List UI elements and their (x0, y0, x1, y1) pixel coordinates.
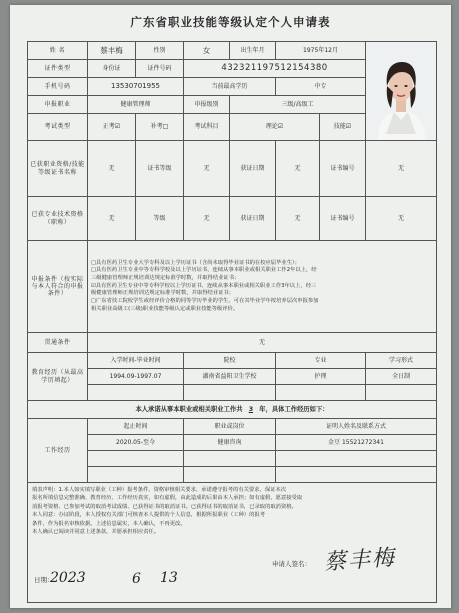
work-empty-cell (88, 451, 184, 467)
declaration-line: 报名所填信息完整准确、教育经历、工作经历真实，如有虚假，由此造成的后果由本人承担；如有虚假，愿意接受取 (32, 495, 303, 502)
edu-period-header: 入学时间-毕业时间 (88, 353, 184, 369)
issue-date-value: 无 (276, 141, 320, 197)
level-label: 申报级别 (184, 96, 230, 114)
application-form (10, 5, 451, 608)
qualifying-label: 贯通条件 (28, 333, 88, 353)
school-value: 湖南省益阳卫生学校 (184, 369, 276, 385)
title-cert-no-value: 无 (366, 197, 437, 241)
exam-subject-label: 考试科目 (184, 114, 230, 141)
cert-level-value: 无 (184, 141, 230, 197)
work-empty-cell (276, 451, 437, 467)
held-title-label: 已获专业技术资格（职称） (28, 197, 88, 241)
level-value: 三级/高级工 (230, 96, 366, 114)
work-history-label: 工作经历 (28, 419, 88, 483)
declaration-cell (28, 483, 437, 603)
education-value: 中专 (276, 78, 366, 96)
cert-level-label: 证书等级 (136, 141, 184, 197)
condition-item: 级健康管理师正规培训达规定标准学时数，并取得结业证书； (91, 290, 235, 297)
form-table (27, 41, 437, 603)
commitment-years: 3 (248, 405, 254, 413)
date-day: 13 (160, 569, 178, 586)
title-issue-date-value: 无 (276, 197, 320, 241)
applicant-photo (366, 42, 436, 140)
exam-type-label: 考试类型 (28, 114, 88, 141)
edu-empty-cell (366, 385, 437, 401)
date-month: 6 (132, 570, 141, 587)
condition-item: □广东省技工院校学生或经评价合格的同等学历毕业的学生，可在其毕业学年按培养层次申报参加 (91, 298, 319, 304)
work-empty-cell (88, 467, 184, 483)
qualifying-value: 无 (88, 333, 437, 353)
edu-empty-cell (184, 385, 276, 401)
major-value: 护理 (276, 369, 366, 385)
birth-value: 1975年12月 (276, 42, 366, 60)
name-value: 蔡丰梅 (88, 42, 136, 60)
gender-label: 性别 (136, 42, 184, 60)
job-header: 职业或岗位 (184, 419, 276, 435)
id-type-label: 证件类型 (28, 60, 88, 78)
skill-checkbox: 技能☑ (320, 114, 366, 141)
held-cert-label: 已获职业资格/技能等级证书名称 (28, 141, 88, 197)
gender-value: 女 (184, 42, 230, 60)
date-year: 2023 (50, 569, 86, 586)
signature-area (32, 537, 432, 599)
condition-item: 三级健康管理师正规培训达规定标准学时数，并取得结业证书； (91, 274, 240, 281)
education-label: 当前最高学历 (184, 78, 276, 96)
title-cert-no-label: 证书编号 (320, 197, 366, 241)
commitment-suffix: 年，具体工作经历如下： (259, 405, 329, 413)
title-issue-date-label: 获证日期 (230, 197, 276, 241)
exam-normal-checkbox: 正考☑ (88, 114, 136, 141)
applicant-signature: 蔡丰梅 (323, 545, 397, 576)
declaration-line: 本人同意：办证阶段，本人授权有关部门可核查本人提供的个人信息，根据所报职业（工种）的报考 (32, 512, 266, 519)
edu-empty-cell (88, 385, 184, 401)
work-empty-cell (184, 451, 276, 467)
school-header: 院校 (184, 353, 276, 369)
title-level-value: 无 (184, 197, 230, 241)
declaration-line: 消报考资格、已参加考试的取消考试成绩、已获得证书的取消证书。已获得证书的取消证书，已录取的取消资格。 (32, 503, 297, 510)
reference-header: 证明人姓名及联系方式 (276, 419, 437, 435)
phone-value: 13530701955 (88, 78, 184, 96)
name-label: 姓 名 (28, 42, 88, 60)
edu-history-label: 教育经历（从最高学历填起） (28, 353, 88, 401)
birth-label: 出生年月 (230, 42, 276, 60)
phone-label: 手机号码 (28, 78, 88, 96)
start-end-header: 起止时间 (88, 419, 184, 435)
condition-item: 相关职业高级工(三级)职业技能等级认定或职业技能等级评价。 (91, 305, 239, 312)
photo-cell (366, 42, 437, 141)
edu-empty-cell (276, 385, 366, 401)
declaration-line: 填表声明：1.本人如实填写职业（工种）报考条件、资格审核相关要求，承诺遵守报考的有关要求，保证本次 (32, 487, 287, 493)
study-form-value: 全日制 (366, 369, 437, 385)
cert-no-label: 证书编号 (320, 141, 366, 197)
job-value: 健康咨询 (184, 435, 276, 451)
issue-date-label: 获证日期 (230, 141, 276, 197)
work-empty-cell (184, 467, 276, 483)
title-level-label: 等级 (136, 197, 184, 241)
portrait-image (366, 42, 436, 140)
id-type-value: 身份证 (88, 60, 136, 78)
theory-checkbox: 理论☑ (230, 114, 320, 141)
held-title-value: 无 (88, 197, 136, 241)
conditions-list (88, 241, 437, 333)
condition-item: □具有医药卫生专业大学专科及以上学历证书（含尚未取得毕业证书的在校应届毕业生）； (91, 259, 300, 266)
commitment-prefix: 本人承诺从事本职业或相关职业工作共 (135, 405, 243, 413)
edu-period-value: 1994.09-1997.07 (88, 369, 184, 385)
condition-item: ☑具有医药卫生专业中等专科学校以上学历证书，连续从事本职业或相关职业工作3年以上，经三 (91, 282, 317, 289)
major-header: 专业 (276, 353, 366, 369)
work-empty-cell (276, 467, 437, 483)
conditions-label: 申报条件（按实际与本人符合的申报条件） (28, 241, 88, 333)
exam-retake-checkbox: 补考□ (136, 114, 184, 141)
condition-item: □具有医药卫生专业中等专科学校及以上学历证书，连续从事本职业或相关职业工作2年以上，经 (91, 267, 317, 274)
applicant-sign-label: 申请人签名： (272, 559, 311, 568)
occupation-label: 申报职业 (28, 96, 88, 114)
id-number-label: 证件号码 (136, 60, 184, 78)
work-period-value: 2020.05-至今 (88, 435, 184, 451)
study-form-header: 学习形式 (366, 353, 437, 369)
commitment-line (28, 401, 437, 419)
date-label: 日期： (34, 575, 54, 584)
declaration-line: 本人确认已阅读并同意上述条款，并愿承担相应责任。 (32, 529, 160, 536)
declaration-line: 条件，作为报名审核依据。上述信息属实，本人确认，不再更改。 (32, 520, 186, 527)
held-cert-value: 无 (88, 141, 136, 197)
reference-value: 金豆 15521272341 (276, 435, 437, 451)
occupation-value: 健康管理师 (88, 96, 184, 114)
form-title: 广东省职业技能等级认定个人申请表 (130, 15, 331, 29)
id-number-value: 432321197512154380 (184, 60, 366, 78)
cert-no-value: 无 (366, 141, 437, 197)
